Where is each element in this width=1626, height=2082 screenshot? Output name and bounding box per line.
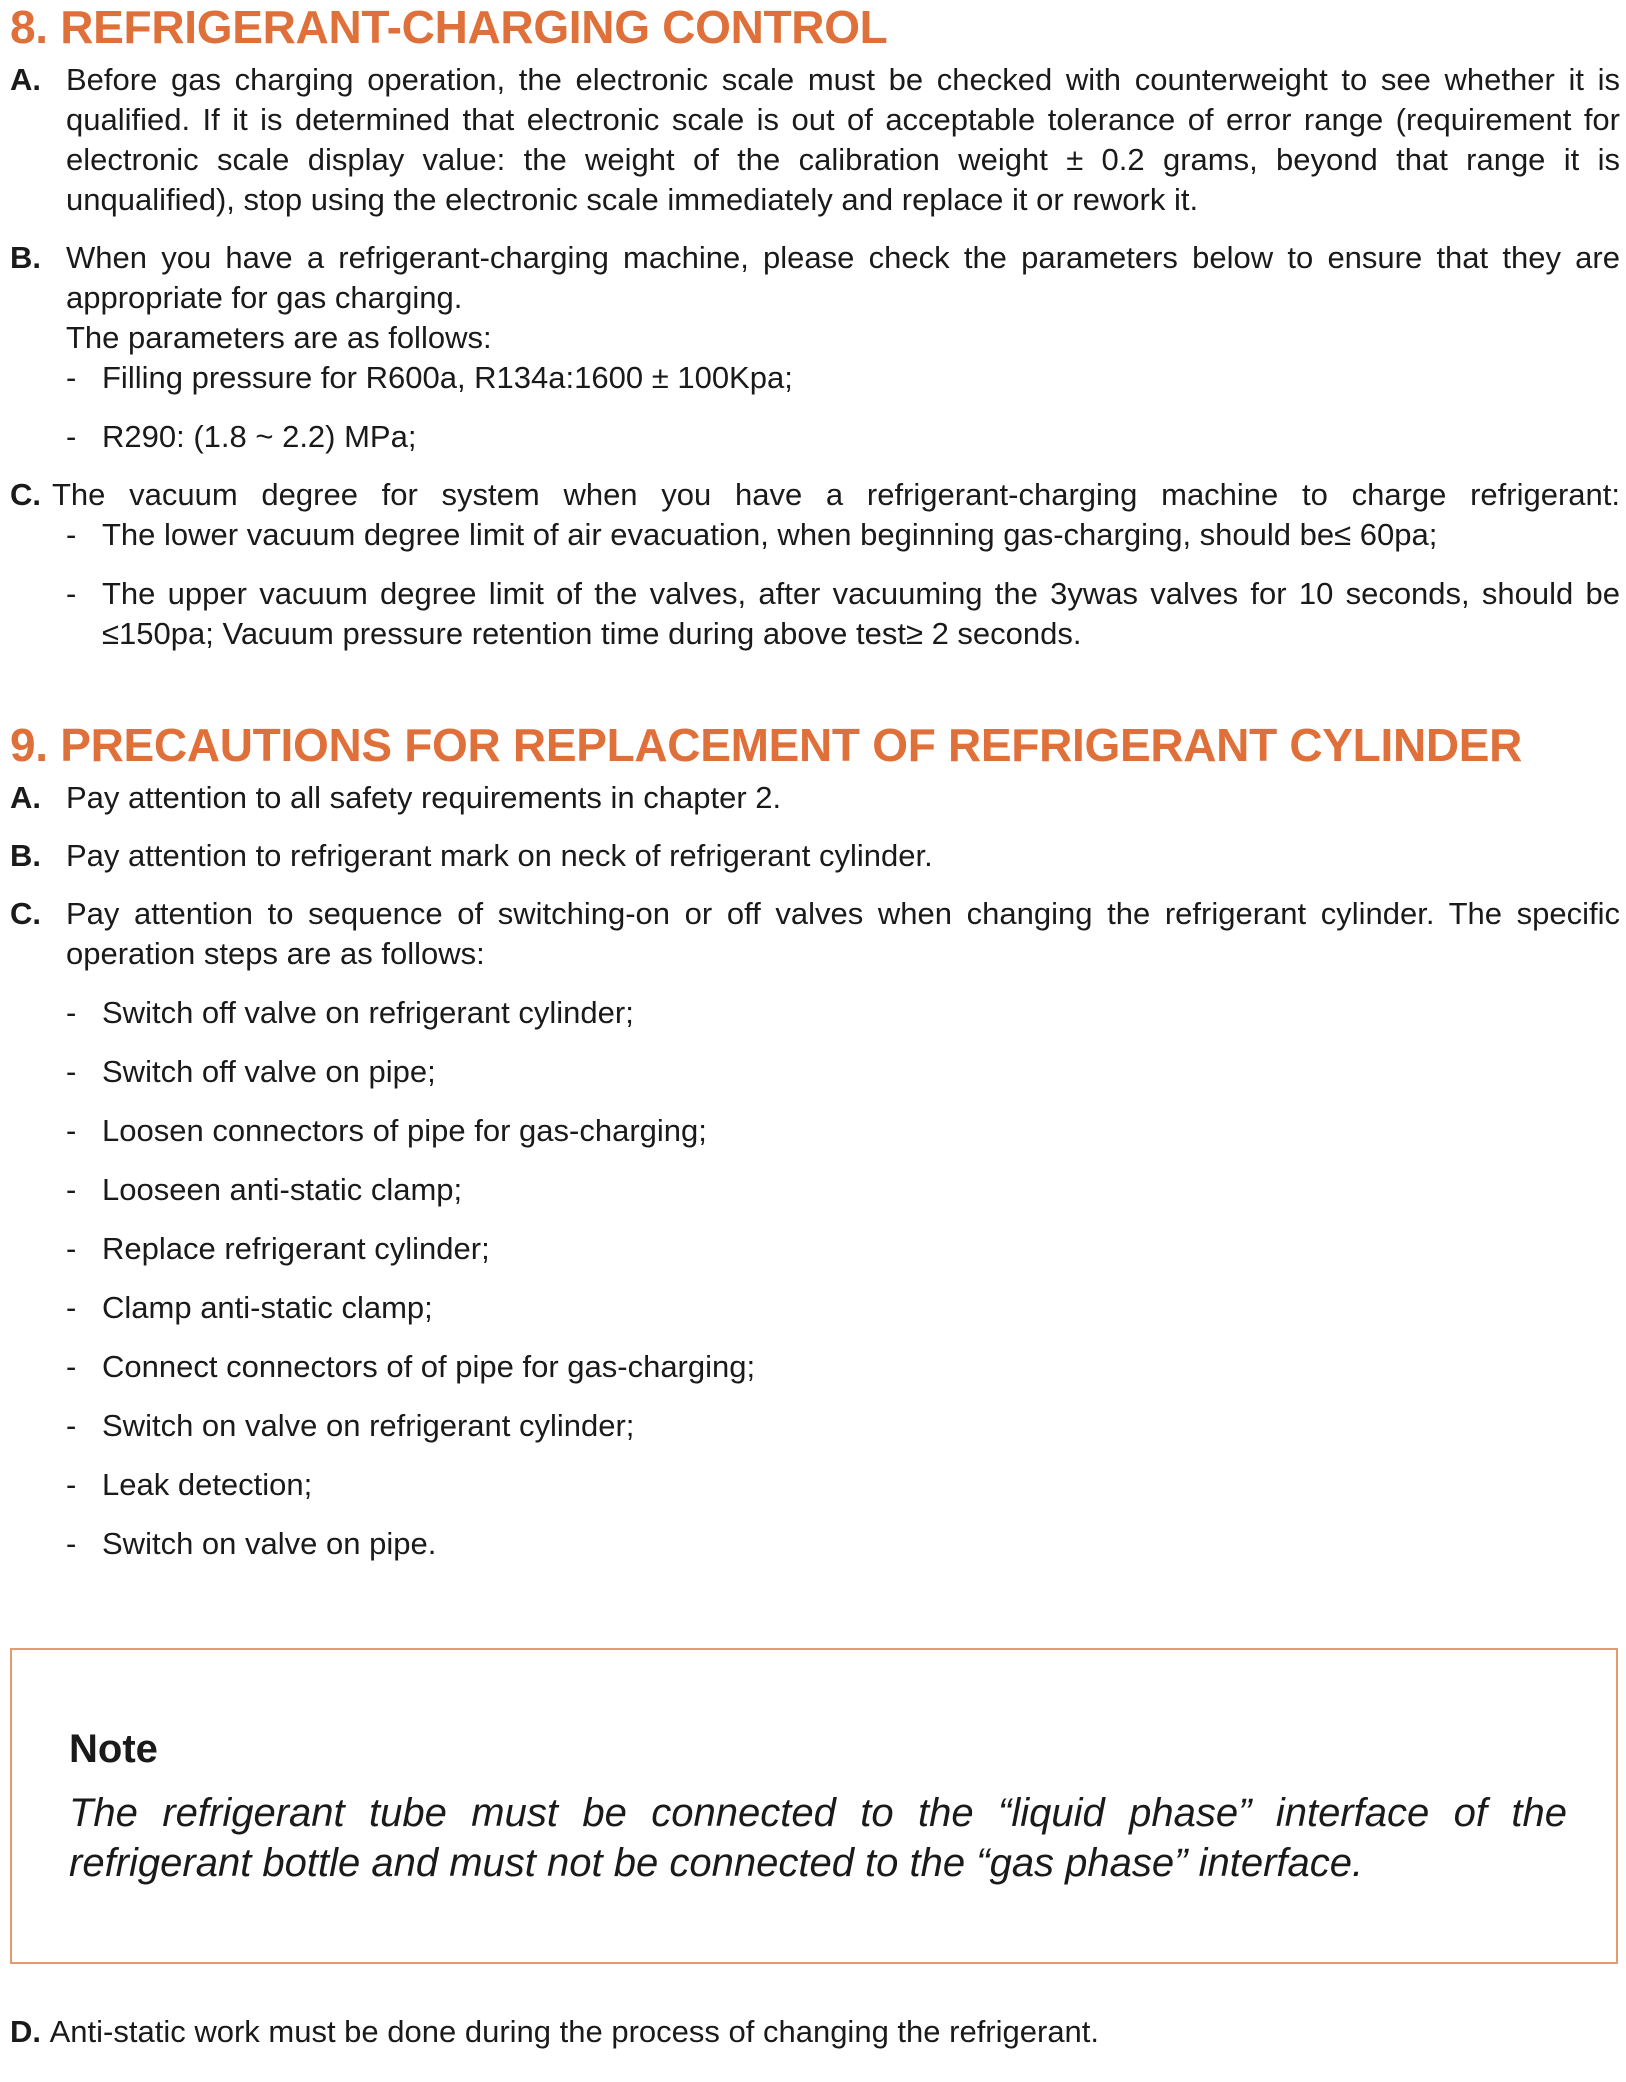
section-8-item-a	[10, 60, 1620, 220]
list-item	[66, 1465, 1620, 1505]
item-text: Pay attention to sequence of switching-on or off valves when changing the refrigerant cylinder. The specific operation steps are as follows:	[66, 896, 1620, 971]
dash-marker: -	[66, 1113, 77, 1148]
list-item-text: Leak detection;	[102, 1467, 313, 1502]
item-letter: D.	[10, 2014, 50, 2049]
section-8-title: 8. REFRIGERANT-CHARGING CONTROL	[10, 1, 888, 53]
section-8-item-c	[10, 475, 1620, 515]
dash-marker: -	[66, 360, 77, 395]
list-item	[66, 1288, 1620, 1328]
dash-marker: -	[66, 1054, 77, 1089]
document-page	[10, 0, 1620, 1564]
section-9-item-b	[10, 836, 1620, 876]
item-letter: B.	[10, 838, 41, 873]
note-box	[10, 1648, 1618, 1964]
list-item	[66, 993, 1620, 1033]
item-body	[66, 238, 1620, 358]
item-text: Anti-static work must be done during the process of changing the refrigerant.	[49, 2014, 1100, 2049]
list-item	[66, 1524, 1620, 1564]
list-item-text: Switch on valve on refrigerant cylinder;	[102, 1408, 635, 1443]
dash-marker: -	[66, 517, 77, 552]
list-item	[66, 417, 1620, 457]
item-text: Pay attention to refrigerant mark on neck of refrigerant cylinder.	[66, 838, 933, 873]
section-9-title: 9. PRECAUTIONS FOR REPLACEMENT OF REFRIGERANT CYLINDER	[10, 719, 1523, 771]
list-item	[66, 1229, 1620, 1269]
list-item-text: Switch on valve on pipe.	[102, 1526, 437, 1561]
list-item-text: Switch off valve on refrigerant cylinder;	[102, 995, 634, 1030]
list-item-text: R290: (1.8 ~ 2.2) MPa;	[102, 419, 417, 454]
list-item	[66, 515, 1620, 555]
dash-marker: -	[66, 1349, 77, 1384]
list-item-text: The upper vacuum degree limit of the valves, after vacuuming the 3ywas valves for 10 seconds, should be ≤150pa; Vacuum pressure retention time during above test≥ 2 seconds.	[102, 576, 1620, 651]
item-text: The vacuum degree for system when you have a refrigerant-charging machine to charge refrigerant:	[52, 477, 1620, 512]
item-text: When you have a refrigerant-charging machine, please check the parameters below to ensure that they are appropriate for gas charging.	[66, 240, 1620, 315]
dash-marker: -	[66, 1467, 77, 1502]
list-item	[66, 1111, 1620, 1151]
note-text-line: The refrigerant tube must be connected to the “liquid phase” interface of the	[69, 1791, 1567, 1835]
note-title: Note	[69, 1727, 158, 1771]
list-item-text: Replace refrigerant cylinder;	[102, 1231, 490, 1266]
dash-marker: -	[66, 1231, 77, 1266]
item-letter: C.	[10, 477, 41, 512]
dash-marker: -	[66, 1290, 77, 1325]
section-9-item-d	[10, 2012, 1099, 2052]
list-item-text: The lower vacuum degree limit of air evacuation, when beginning gas-charging, should be≤ 60pa;	[102, 517, 1438, 552]
note-text	[69, 1788, 1567, 1888]
dash-marker: -	[66, 1526, 77, 1561]
item-text: Pay attention to all safety requirements in chapter 2.	[66, 780, 782, 815]
list-item-text: Filling pressure for R600a, R134a:1600 ± 100Kpa;	[102, 360, 793, 395]
list-item-text: Loosen connectors of pipe for gas-charging;	[102, 1113, 707, 1148]
list-item-text: Switch off valve on pipe;	[102, 1054, 436, 1089]
section-9-item-c	[10, 894, 1620, 974]
section-9-item-a	[10, 778, 1620, 818]
list-item	[66, 574, 1620, 654]
list-item	[66, 1170, 1620, 1210]
dash-marker: -	[66, 1172, 77, 1207]
item-text: Before gas charging operation, the electronic scale must be checked with counterweight to see whether it is qualified. If it is determined that electronic scale is out of acceptable tolerance of error range (requirement for electronic scale display value: the weight of the calibration weight ± 0.2 grams, beyond that range it is unqualified), stop using the electronic scale immediately and replace it or rework it.	[66, 62, 1620, 217]
item-letter: A.	[10, 780, 41, 815]
list-item-text: Connect connectors of of pipe for gas-charging;	[102, 1349, 756, 1384]
item-subtext: The parameters are as follows:	[66, 320, 492, 355]
item-letter: B.	[10, 240, 41, 275]
dash-marker: -	[66, 576, 77, 611]
section-8-item-b	[10, 238, 1620, 358]
list-item	[66, 1052, 1620, 1092]
note-text-line: refrigerant bottle and must not be connected to the “gas phase” interface.	[69, 1841, 1364, 1885]
item-letter: A.	[10, 62, 41, 97]
list-item-text: Clamp anti-static clamp;	[102, 1290, 433, 1325]
list-item	[66, 358, 1620, 398]
list-item	[66, 1406, 1620, 1446]
item-letter: C.	[10, 896, 41, 931]
list-item	[66, 1347, 1620, 1387]
dash-marker: -	[66, 419, 77, 454]
list-item-text: Looseen anti-static clamp;	[102, 1172, 463, 1207]
dash-marker: -	[66, 995, 77, 1030]
dash-marker: -	[66, 1408, 77, 1443]
